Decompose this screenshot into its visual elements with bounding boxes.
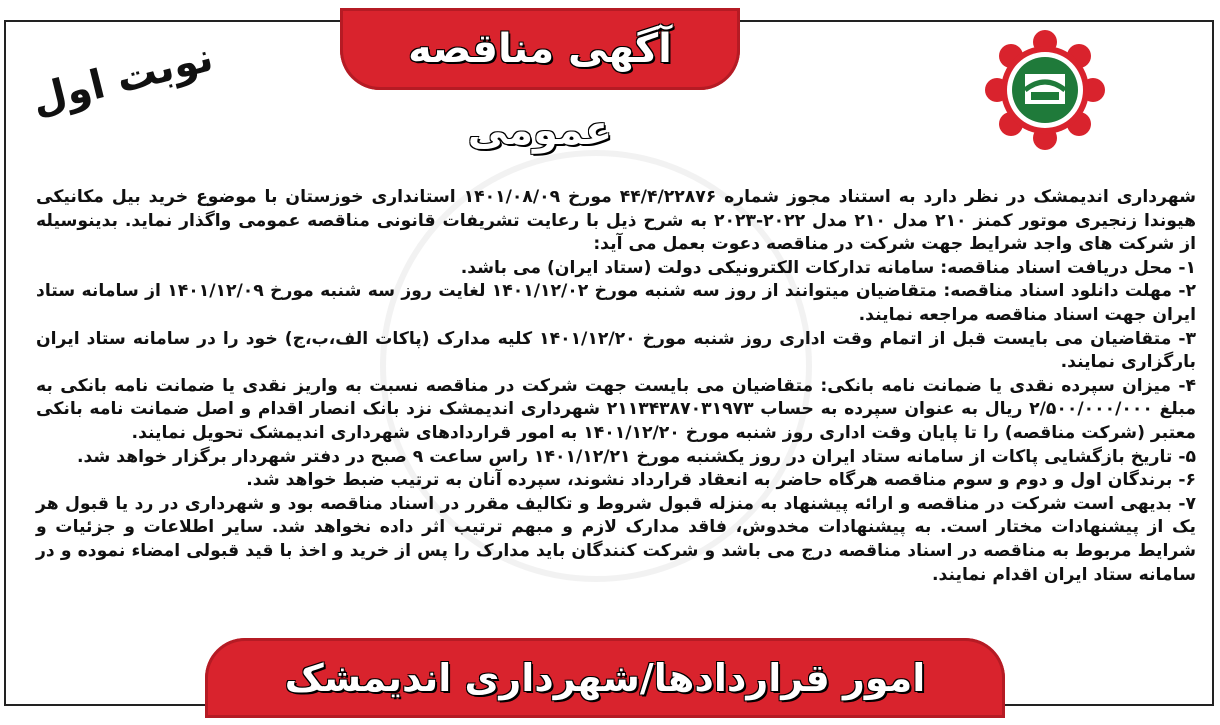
municipality-logo-icon — [985, 30, 1105, 150]
signature-banner — [205, 638, 1005, 718]
notice-body — [36, 186, 1196, 587]
notice-item-3: ۳- متقاضیان می بایست قبل از اتمام وقت اداری روز شنبه مورخ ۱۴۰۱/۱۲/۲۰ کلیه مدارک (پاکات الف،ب،ج) خود را در سامانه ستاد ایران بارگزاری نمایند. — [36, 328, 1196, 373]
signature-text: امور قراردادها/شهرداری اندیمشک — [284, 656, 926, 700]
notice-item-2: ۲- مهلت دانلود اسناد مناقصه: متقاضیان میتوانند از روز سه شنبه مورخ ۱۴۰۱/۱۲/۰۲ لغایت روز سه شنبه مورخ ۱۴۰۱/۱۲/۰۹ از سامانه ستاد ایران جهت اسناد مناقصه مراجعه نمایند. — [36, 281, 1196, 325]
notice-item-7: ۷- بدیهی است شرکت در مناقصه و ارائه پیشنهاد به منزله قبول شروط و تکالیف مقرر در اسناد مناقصه بود و شهرداری در رد یا قبول هر یک از پیشنهادات مختار است. به پیشنهادات مخدوش، فاقد مدارک لازم و مبهم ترتیب اثر داده نخواهد شد. سایر اطلاعات و جزئیات و شرایط مربوط به مناقصه در اسناد مناقصه درج می باشد و شرکت کنندگان باید مدارک را پس از خرید و اخذ با قید قبولی امضاء نموده و در سامانه ستاد ایران اقدام نمایند. — [36, 493, 1196, 585]
notice-item-6: ۶- برندگان اول و دوم و سوم مناقصه هرگاه حاضر به انعقاد قرارداد نشوند، سپرده آنان به ترتیب ضبط خواهد شد. — [246, 470, 1196, 491]
notice-intro: شهرداری اندیمشک در نظر دارد به استناد مجوز شماره ۴۴/۴/۲۲۸۷۶ مورخ ۱۴۰۱/۰۸/۰۹ استانداری خوزستان با موضوع خرید بیل مکانیکی هیوندا زنجیری موتور کمنز ۲۱۰ مدل ۲۱۰ مدل ۲۰۲۲-۲۰۲۳ به شرح ذیل با رعایت تشریفات قانونی مناقصه عمومی واگذار نماید. بدینوسیله از شرکت های واجد شرایط جهت شرکت در مناقصه دعوت بعمل می آید: — [36, 187, 1197, 255]
title-banner — [340, 8, 740, 154]
notice-item-1: ۱- محل دریافت اسناد مناقصه: سامانه تدارکات الکترونیکی دولت (ستاد ایران) می باشد. — [460, 257, 1196, 278]
first-round-stamp: نوبت اول — [27, 34, 218, 124]
notice-item-4: ۴- میزان سپرده نقدی یا ضمانت نامه بانکی: متقاضیان می بایست جهت شرکت در مناقصه نسبت به واریز نقدی یا ضمانت نامه بانکی به مبلغ ۲/۵۰۰/۰۰۰/۰۰۰ ریال به عنوان سپرده به حساب ۲۱۱۳۴۳۸۷۰۳۱۹۷۳ شهرداری اندیمشک نزد بانک انصار اقدام و اصل ضمانت نامه بانکی معتبر (شرکت مناقصه) را تا پایان وقت اداری روز شنبه مورخ ۱۴۰۱/۱۲/۲۰ به امور قراردادهای شهرداری اندیمشک تحویل نمایند. — [36, 375, 1196, 443]
notice-item-5: ۵- تاریخ بازگشایی پاکات از سامانه ستاد ایران در روز یکشنبه مورخ ۱۴۰۱/۱۲/۲۱ راس ساعت ۹ صبح در دفتر شهردار برگزار خواهد شد. — [76, 446, 1196, 467]
notice-title: آگهی مناقصه عمومی — [408, 26, 672, 154]
